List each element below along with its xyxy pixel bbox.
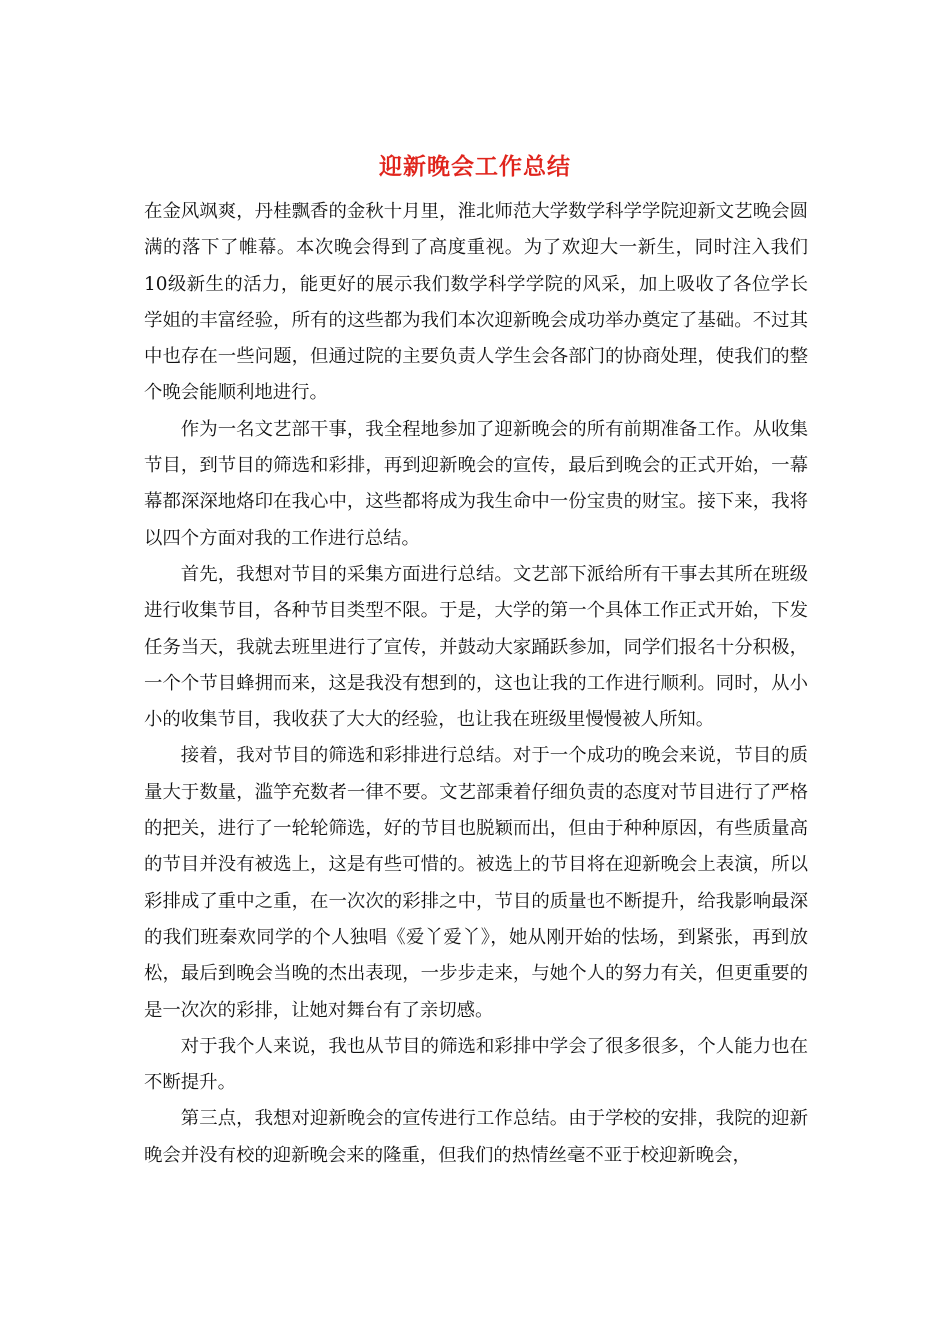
paragraph: 在金风飒爽，丹桂飘香的金秋十月里，淮北师范大学数学科学学院迎新文艺晚会圆满的落下了帷幕。本次晚会得到了高度重视。为了欢迎大一新生，同时注入我们10级新生的活力，能更好的展示我们数学科学学院的风采，加上吸收了各位学长学姐的丰富经验，所有的这些都为我们本次迎新晚会成功举办奠定了基础。不过其中也存在一些问题，但通过院的主要负责人学生会各部门的协商处理，使我们的整个晚会能顺利地进行。 — [144, 201, 808, 404]
paragraph: 首先，我想对节目的采集方面进行总结。文艺部下派给所有干事去其所在班级进行收集节目，各种节目类型不限。于是，大学的第一个具体工作正式开始，下发任务当天，我就去班里进行了宣传，并鼓动大家踊跃参加，同学们报名十分积极，一个个节目蜂拥而来，这是我没有想到的，这也让我的工作进行顺利。同时，从小小的收集节目，我收获了大大的经验，也让我在班级里慢慢被人所知。 — [144, 563, 808, 731]
paragraph: 接着，我对节目的筛选和彩排进行总结。对于一个成功的晚会来说，节目的质量大于数量，滥竽充数者一律不要。文艺部秉着仔细负责的态度对节目进行了严格的把关，进行了一轮轮筛选，好的节目也脱颖而出，但由于种种原因，有些质量高的节目并没有被选上，这是有些可惜的。被选上的节目将在迎新晚会上表演，所以彩排成了重中之重，在一次次的彩排之中，节目的质量也不断提升，给我影响最深的我们班秦欢同学的个人独唱《爱丫爱丫》，她从刚开始的怯场，到紧张，再到放松，最后到晚会当晚的杰出表现，一步步走来，与她个人的努力有关，但更重要的是一次次的彩排，让她对舞台有了亲切感。 — [144, 745, 808, 1021]
document-title: 迎新晚会工作总结 — [379, 153, 571, 180]
document-body — [144, 194, 808, 1174]
paragraph: 第三点，我想对迎新晚会的宣传进行工作总结。由于学校的安排，我院的迎新晚会并没有校的迎新晚会来的隆重，但我们的热情丝毫不亚于校迎新晚会， — [144, 1108, 808, 1166]
paragraph: 作为一名文艺部干事，我全程地参加了迎新晚会的所有前期准备工作。从收集节目，到节目的筛选和彩排，再到迎新晚会的宣传，最后到晚会的正式开始，一幕幕都深深地烙印在我心中，这些都将成为我生命中一份宝贵的财宝。接下来，我将以四个方面对我的工作进行总结。 — [144, 418, 808, 549]
paragraph: 对于我个人来说，我也从节目的筛选和彩排中学会了很多很多，个人能力也在不断提升。 — [144, 1035, 808, 1094]
